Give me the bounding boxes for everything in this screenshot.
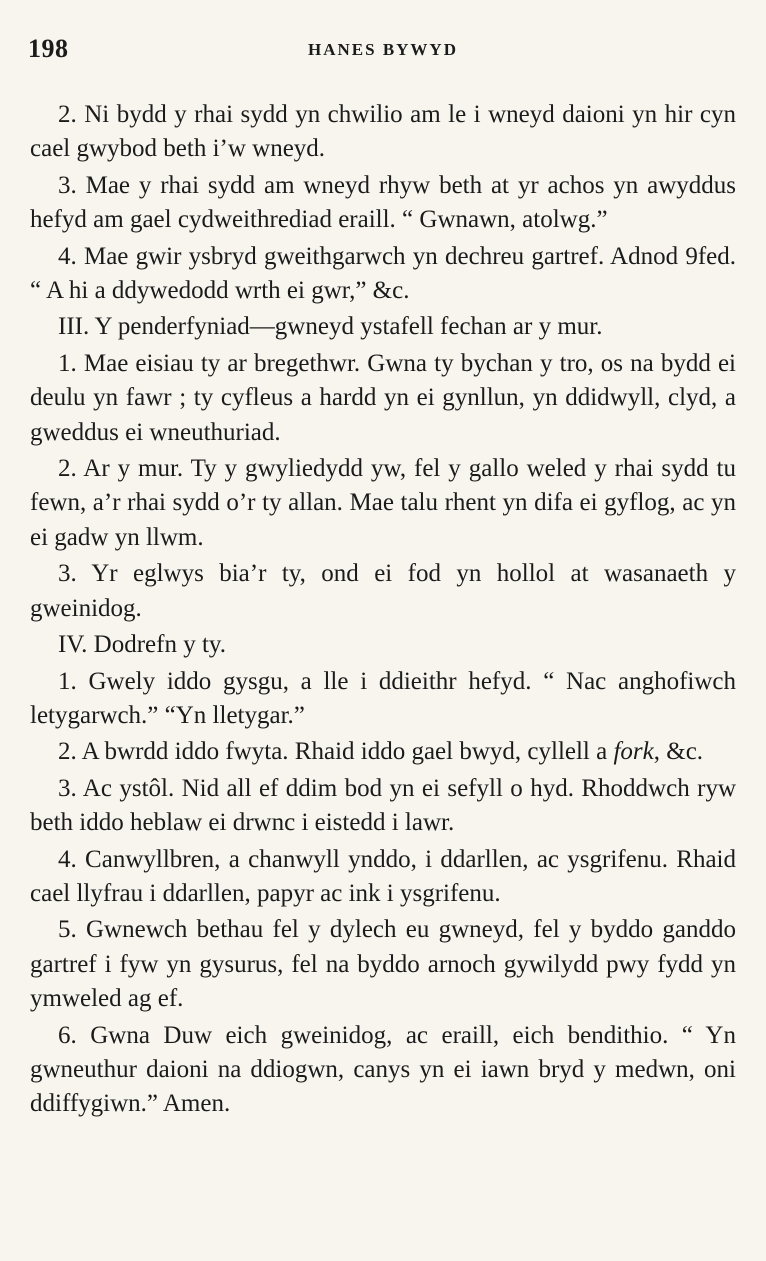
page-header [28, 34, 738, 70]
paragraph-point-2: 2. Ni bydd y rhai sydd yn chwilio am le i wneyd daioni yn hir cyn cael gwybod beth i’w wneyd. [30, 101, 736, 163]
paragraph-iii-2: 2. Ar y mur. Ty y gwyliedydd yw, fel y gallo weled y rhai sydd tu fewn, a’r rhai sydd o’r ty allan. Mae talu rhent yn difa ei gyflog, ac yn ei gadw yn llwm. [30, 455, 736, 551]
paragraph-point-4: 4. Mae gwir ysbryd gweithgarwch yn dechreu gartref. Adnod 9fed. “ A hi a ddywedodd wrth ei gwr,” &c. [30, 242, 736, 305]
paragraph-point-3: 3. Mae y rhai sydd am wneyd rhyw beth at yr achos yn awyddus hefyd am gael cydweithrediad eraill. “ Gwnawn, atolwg.” [30, 171, 736, 234]
page-number: 198 [28, 34, 69, 63]
paragraph-iv-2 [30, 735, 736, 769]
paragraph-iv-5: 5. Gwnewch bethau fel y dylech eu gwneyd, fel y byddo ganddo gartref i fyw yn gysurus, fel na byddo arnoch gywilydd pwy fydd yn ymweled ag ef. [30, 916, 736, 1013]
paragraph-iv-2-text-before: 2. A bwrdd iddo fwyta. Rhaid iddo gael bwyd, cyllell a [58, 738, 614, 766]
paragraph-iv-4: 4. Canwyllbren, a chanwyll ynddo, i ddarllen, ac ysgrifenu. Rhaid cael llyfrau i ddarllen, papyr ac ink i ysgrifenu. [30, 845, 736, 907]
section-heading-iv: IV. Dodrefn y ty. [58, 631, 227, 659]
running-head: HANES BYWYD [308, 40, 458, 59]
paragraph-iii-1: 1. Mae eisiau ty ar bregethwr. Gwna ty bychan y tro, os na bydd ei deulu yn fawr ; ty cyfleus a hardd yn ei gynllun, yn ddidwyll, clyd, a gweddus ei wneuthuriad. [30, 349, 736, 446]
section-heading-iii: III. Y penderfyniad—gwneyd ystafell fechan ar y mur. [58, 313, 603, 341]
paragraph-iv-2-italic-word: fork [613, 738, 654, 766]
paragraph-iv-2-text-after: , &c. [653, 738, 704, 766]
paragraph-iv-6: 6. Gwna Duw eich gweinidog, ac eraill, eich bendithio. “ Yn gwneuthur daioni na ddiogwn, canys yn ei iawn bryd y medwn, oni ddiffygiwn.” Amen. [30, 1021, 736, 1118]
page-body [30, 98, 736, 1122]
paragraph-iii-3: 3. Yr eglwys bia’r ty, ond ei fod yn hollol at wasanaeth y gweinidog. [30, 560, 736, 622]
paragraph-iv-1: 1. Gwely iddo gysgu, a lle i ddieithr hefyd. “ Nac anghofiwch letygarwch.” “Yn lletygar.” [30, 667, 736, 729]
paragraph-iv-3: 3. Ac ystôl. Nid all ef ddim bod yn ei sefyll o hyd. Rhoddwch ryw beth iddo heblaw ei drwnc i eistedd i lawr. [30, 774, 736, 837]
